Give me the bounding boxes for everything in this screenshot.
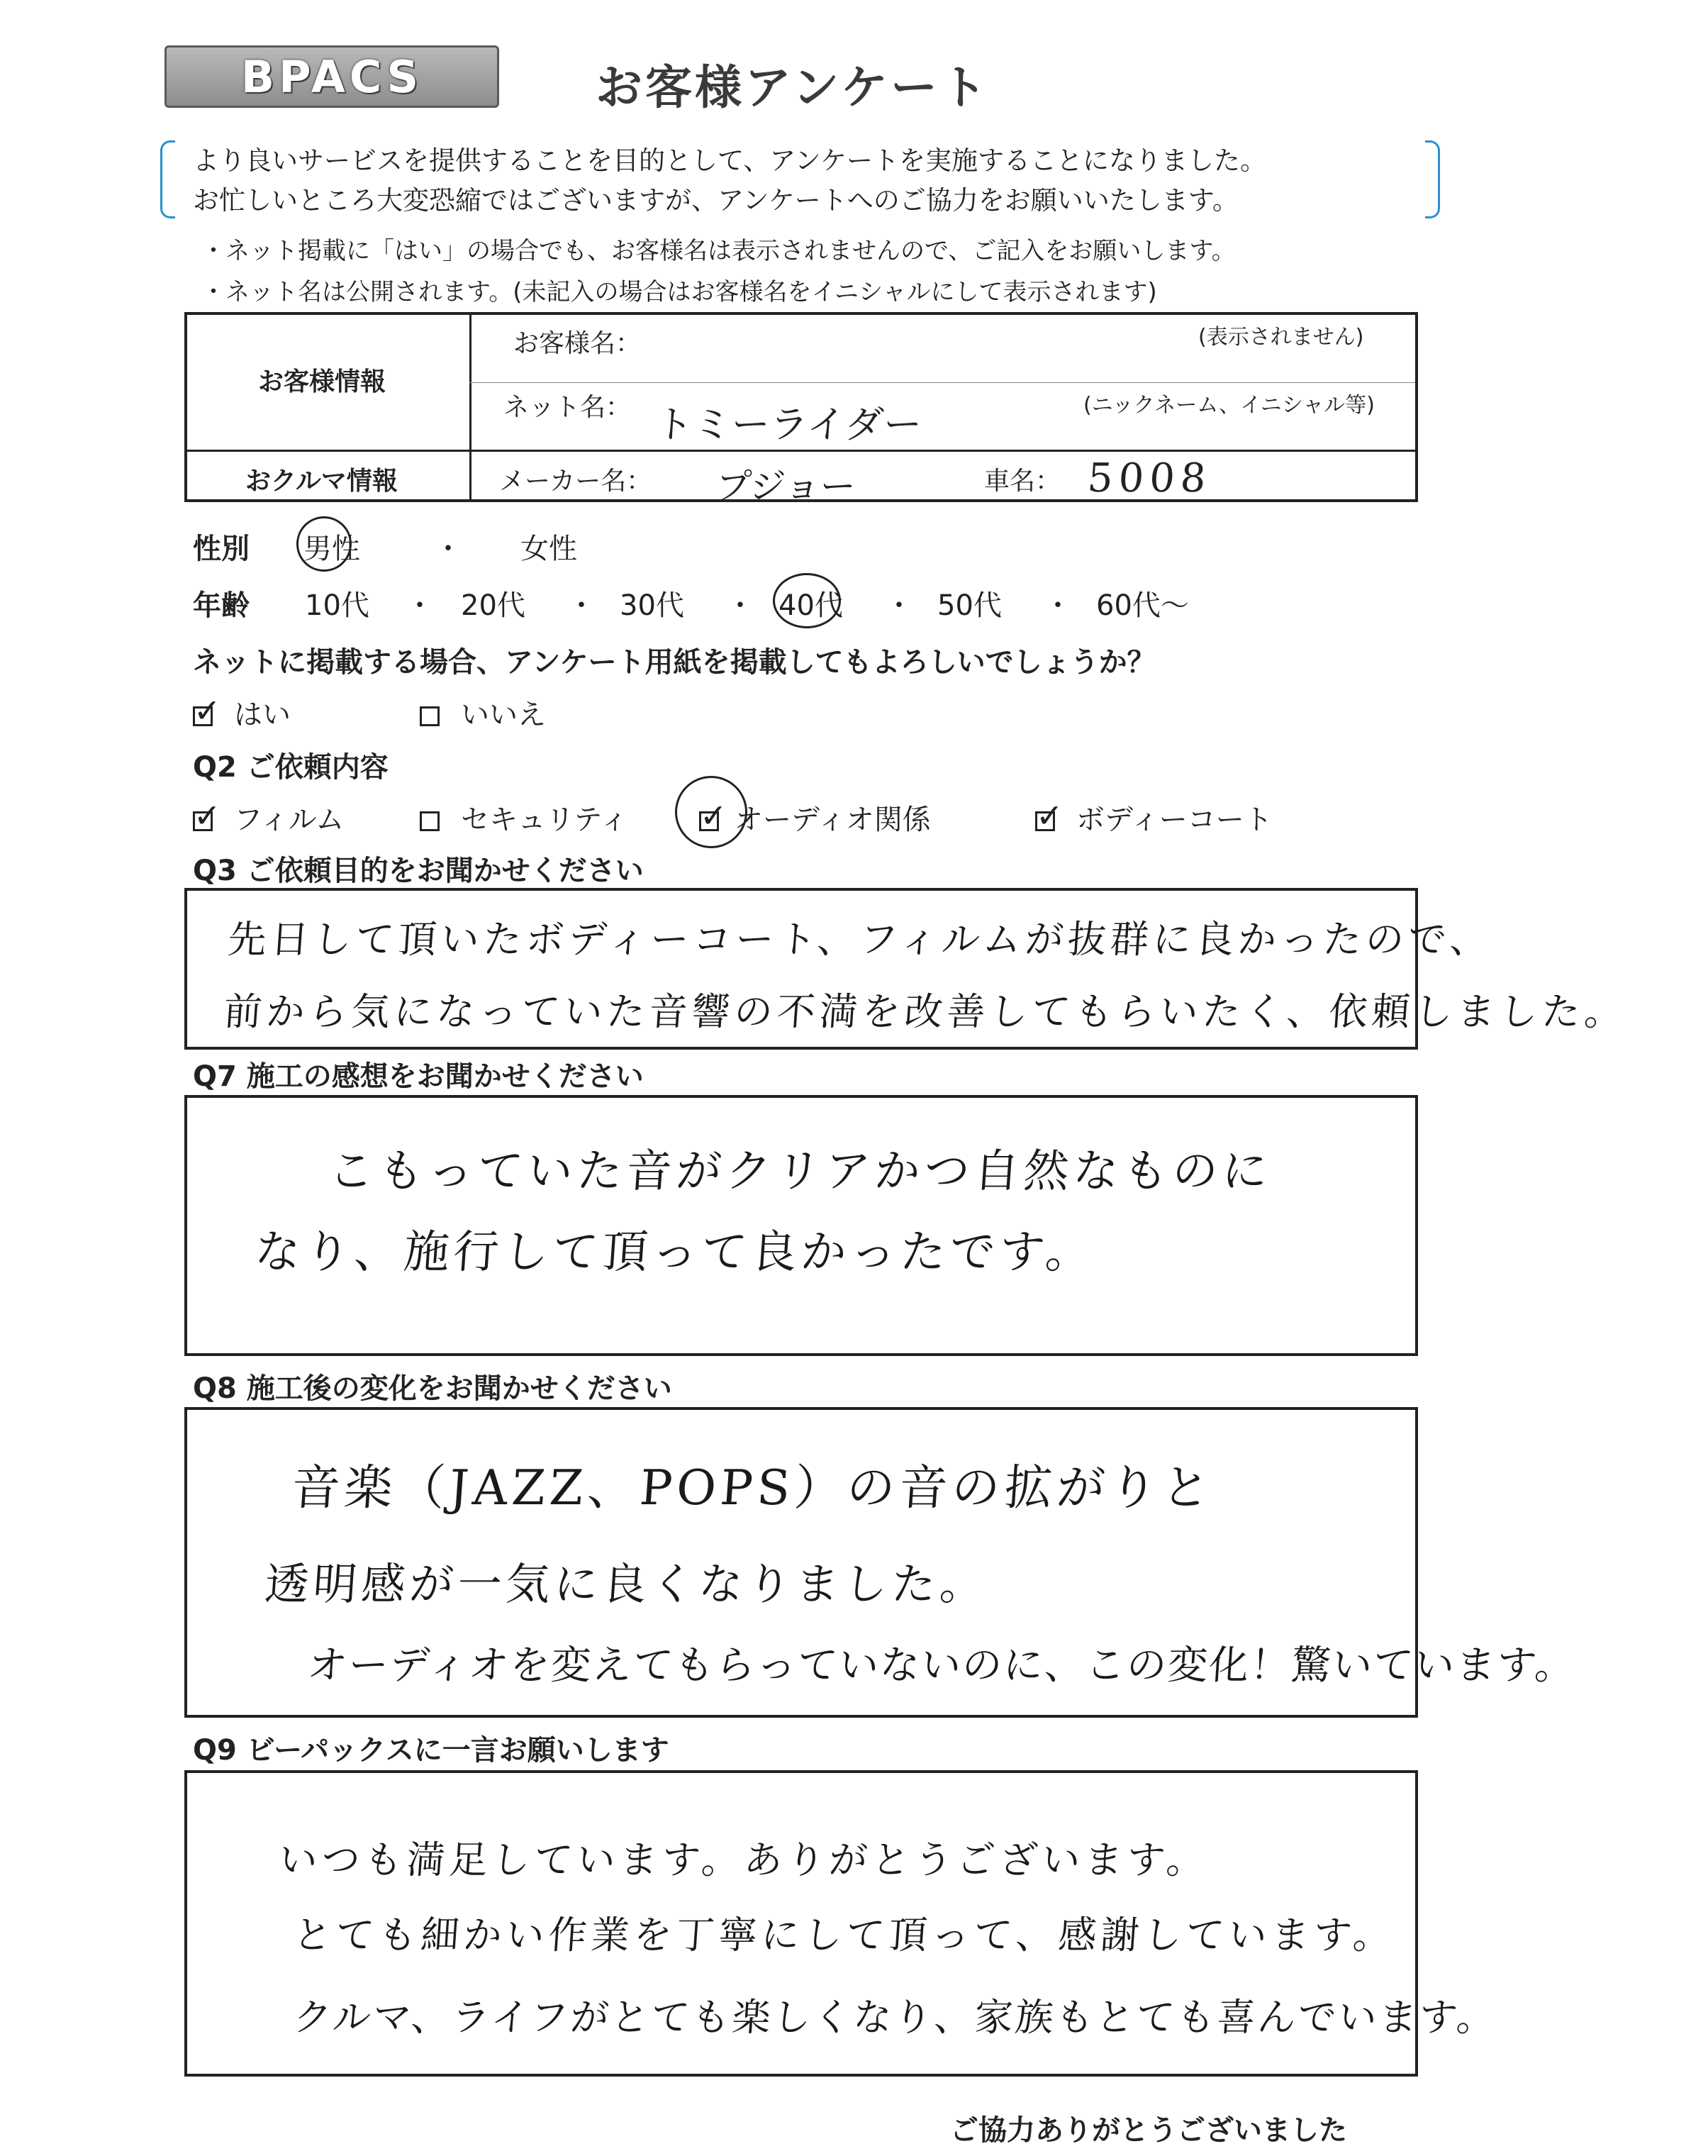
maker-label: メーカー名： xyxy=(499,467,652,496)
table-divider-vertical xyxy=(469,315,471,499)
car-name-value[interactable]: 5008 xyxy=(1085,455,1213,501)
bpacs-logo xyxy=(164,45,499,108)
intro-line-2: お忙しいところ大変恐縮ではございますが、アンケートへのご協力をお願いいたします。 xyxy=(193,185,1239,216)
q2-option-audio[interactable] xyxy=(699,797,931,838)
q8-answer-line-3: オーディオを変えてもらっていないのに、この変化！驚いています。 xyxy=(306,1643,1578,1689)
age-option-20s[interactable]: 20代 xyxy=(461,589,525,622)
car-name-label: 車名： xyxy=(984,467,1061,496)
maker-value[interactable]: プジョー xyxy=(714,466,857,507)
intro-line-1: より良いサービスを提供することを目的として、アンケートを実施することになりました。 xyxy=(193,145,1267,176)
info-table xyxy=(184,312,1418,507)
q2-option-bodycoat-label: ボディーコート xyxy=(1076,804,1273,836)
page-title: お客様アンケート xyxy=(596,60,990,115)
q2-question: Q2 ご依頼内容 xyxy=(193,751,389,784)
customer-name-note: (表示されません) xyxy=(1198,325,1364,350)
age-option-40s[interactable]: 40代 xyxy=(778,589,843,622)
checkbox-checked-icon[interactable] xyxy=(699,811,719,831)
q3-answer-box[interactable] xyxy=(184,888,1629,1050)
thank-you-footer: ご協力ありがとうございました xyxy=(950,2114,1347,2147)
q2-option-film[interactable] xyxy=(193,797,344,838)
publish-no[interactable] xyxy=(420,692,546,733)
age-separator: ・ xyxy=(726,589,754,622)
q7-answer-box[interactable] xyxy=(184,1095,1418,1356)
checkbox-checked-icon[interactable] xyxy=(193,811,213,831)
checkbox-empty-icon[interactable] xyxy=(420,706,440,726)
age-separator: ・ xyxy=(885,589,913,622)
net-name-value[interactable]: トミーライダー xyxy=(653,402,924,447)
age-option-50s[interactable]: 50代 xyxy=(937,589,1002,622)
q8-answer-line-1: 音楽（JAZZ、POPS）の音の拡がりと xyxy=(289,1460,1217,1516)
q7-answer-line-1: こもっていた音がクリアかつ自然なものに xyxy=(326,1145,1274,1198)
right-bracket xyxy=(1425,140,1440,218)
q8-answer-line-2: 透明感が一気に良くなりました。 xyxy=(263,1558,990,1610)
gender-label: 性別 xyxy=(193,533,250,565)
q3-answer-line-2: 前から気になっていた音響の不満を改善してもらいたく、依頼しました。 xyxy=(222,989,1629,1034)
net-name-note: (ニックネーム、イニシャル等) xyxy=(1083,393,1375,418)
left-bracket xyxy=(160,140,175,218)
q2-option-film-label: フィルム xyxy=(234,804,345,836)
q8-answer-box[interactable] xyxy=(184,1407,1578,1718)
table-divider-sub xyxy=(469,382,1415,383)
note-line-2: ・ネット名は公開されます。(未記入の場合はお客様名をイニシャルにして表示されます) xyxy=(201,278,1157,306)
age-option-60s-plus[interactable]: 60代〜 xyxy=(1096,589,1189,622)
q2-option-audio-label: オーディオ関係 xyxy=(735,804,931,836)
gender-separator: ・ xyxy=(434,533,462,565)
q9-answer-line-3: クルマ、ライフがとても楽しくなり、家族もとても喜んでいます。 xyxy=(291,1995,1499,2040)
note-line-1: ・ネット掲載に「はい」の場合でも、お客様名は表示されませんので、ご記入をお願いします。 xyxy=(201,237,1236,265)
q2-option-bodycoat[interactable] xyxy=(1035,797,1273,838)
age-separator: ・ xyxy=(1044,589,1072,622)
q7-question: Q7 施工の感想をお聞かせください xyxy=(193,1060,644,1093)
checkbox-checked-icon[interactable] xyxy=(193,706,213,726)
age-option-10s[interactable]: 10代 xyxy=(305,589,369,622)
checkbox-empty-icon[interactable] xyxy=(420,811,440,831)
q9-question: Q9 ビーパックスに一言お願いします xyxy=(193,1734,669,1767)
customer-name-label: お客様名： xyxy=(513,329,642,358)
age-separator: ・ xyxy=(406,589,434,622)
customer-info-heading: お客様情報 xyxy=(258,367,386,396)
publish-yes[interactable] xyxy=(193,692,291,733)
q2-option-security[interactable] xyxy=(420,797,628,838)
table-divider-horizontal xyxy=(187,450,1415,452)
publish-yes-label: はい xyxy=(234,699,291,731)
q2-option-security-label: セキュリティ xyxy=(461,804,628,836)
age-separator: ・ xyxy=(567,589,596,622)
gender-option-female[interactable]: 女性 xyxy=(520,533,577,565)
q3-question: Q3 ご依頼目的をお聞かせください xyxy=(193,855,644,887)
q9-answer-line-2: とても細かい作業を丁寧にして頂って、感謝しています。 xyxy=(291,1913,1397,1957)
age-option-30s[interactable]: 30代 xyxy=(620,589,684,622)
age-label: 年齢 xyxy=(193,589,250,622)
q9-answer-box[interactable] xyxy=(184,1770,1499,2077)
logo-text: BPACS xyxy=(240,50,423,103)
checkbox-checked-icon[interactable] xyxy=(1035,811,1055,831)
publish-question: ネットに掲載する場合、アンケート用紙を掲載してもよろしいでしょうか？ xyxy=(193,646,1156,679)
q3-answer-line-1: 先日して頂いたボディーコート、フィルムが抜群に良かったので、 xyxy=(226,917,1495,962)
q7-answer-line-2: なり、施行して頂って良かったです。 xyxy=(252,1226,1098,1279)
q9-answer-line-1: いつも満足しています。ありがとうございます。 xyxy=(277,1838,1211,1882)
net-name-label: ネット名： xyxy=(503,393,632,422)
car-info-heading: おクルマ情報 xyxy=(245,467,398,496)
gender-option-male[interactable]: 男性 xyxy=(303,533,360,565)
publish-no-label: いいえ xyxy=(461,699,546,731)
q8-question: Q8 施工後の変化をお聞かせください xyxy=(193,1372,672,1405)
